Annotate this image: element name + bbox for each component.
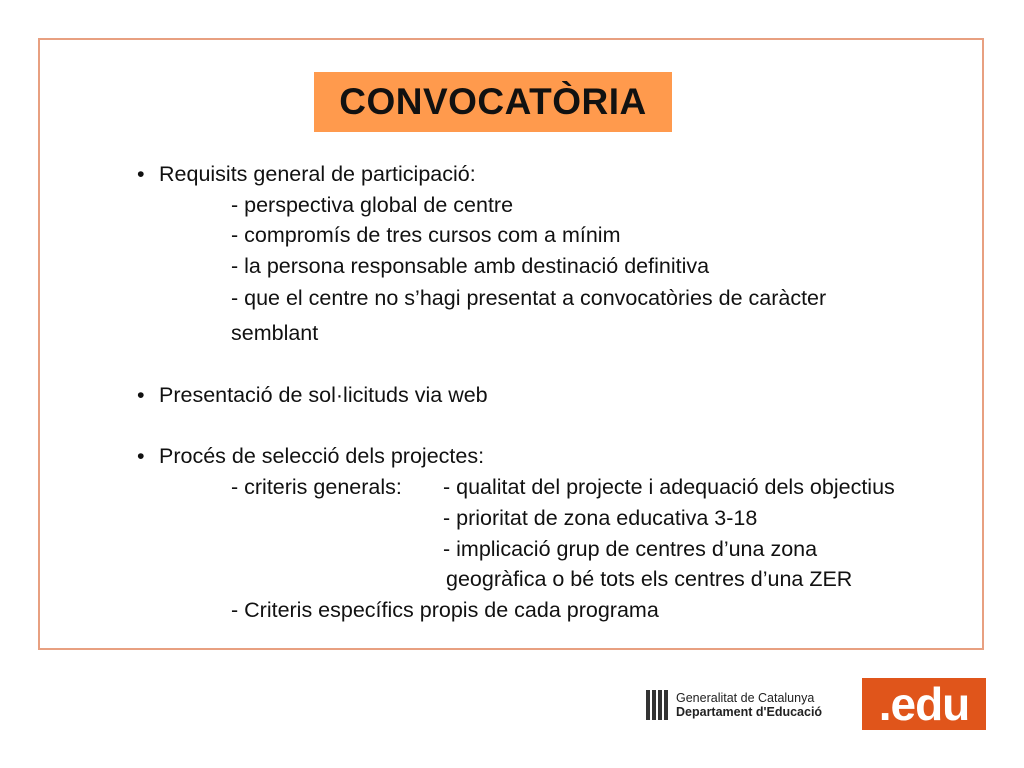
list-item: - que el centre no s’hagi presentat a convocatòries de caràcter [231, 286, 827, 310]
bullet-icon: • [137, 444, 145, 468]
list-item: - compromís de tres cursos com a mínim [231, 223, 621, 247]
bullet-requirements-text: Requisits general de participació: [159, 162, 476, 186]
specific-criteria: - Criteris específics propis de cada programa [231, 598, 659, 622]
criteria-label: - criteris generals: [231, 475, 402, 499]
list-item: - implicació grup de centres d’una zona [443, 537, 818, 561]
bullet-icon: • [137, 383, 145, 407]
list-item: - perspectiva global de centre [231, 193, 514, 217]
edu-logo: .edu [862, 678, 986, 730]
gencat-stripes-icon [646, 690, 668, 720]
gencat-line2: Departament d'Educació [676, 705, 823, 719]
bullet-selection-process [137, 441, 484, 471]
gencat-logo [646, 688, 822, 722]
bullet-web-application [137, 380, 488, 410]
list-item: - prioritat de zona educativa 3-18 [443, 506, 758, 530]
list-item: - la persona responsable amb destinació definitiva [231, 254, 710, 278]
bullet-web-application-text: Presentació de sol·licituds via web [159, 383, 488, 407]
gencat-line1: Generalitat de Catalunya [676, 691, 815, 705]
list-item: geogràfica o bé tots els centres d’una ZER [446, 567, 853, 591]
list-item: - qualitat del projecte i adequació dels objectius [443, 475, 895, 499]
bullet-requirements [137, 159, 476, 189]
bullet-icon: • [137, 162, 145, 186]
bullet-selection-process-text: Procés de selecció dels projectes: [159, 444, 485, 468]
slide-title: CONVOCATÒRIA [314, 72, 672, 132]
list-item: semblant [231, 321, 319, 345]
